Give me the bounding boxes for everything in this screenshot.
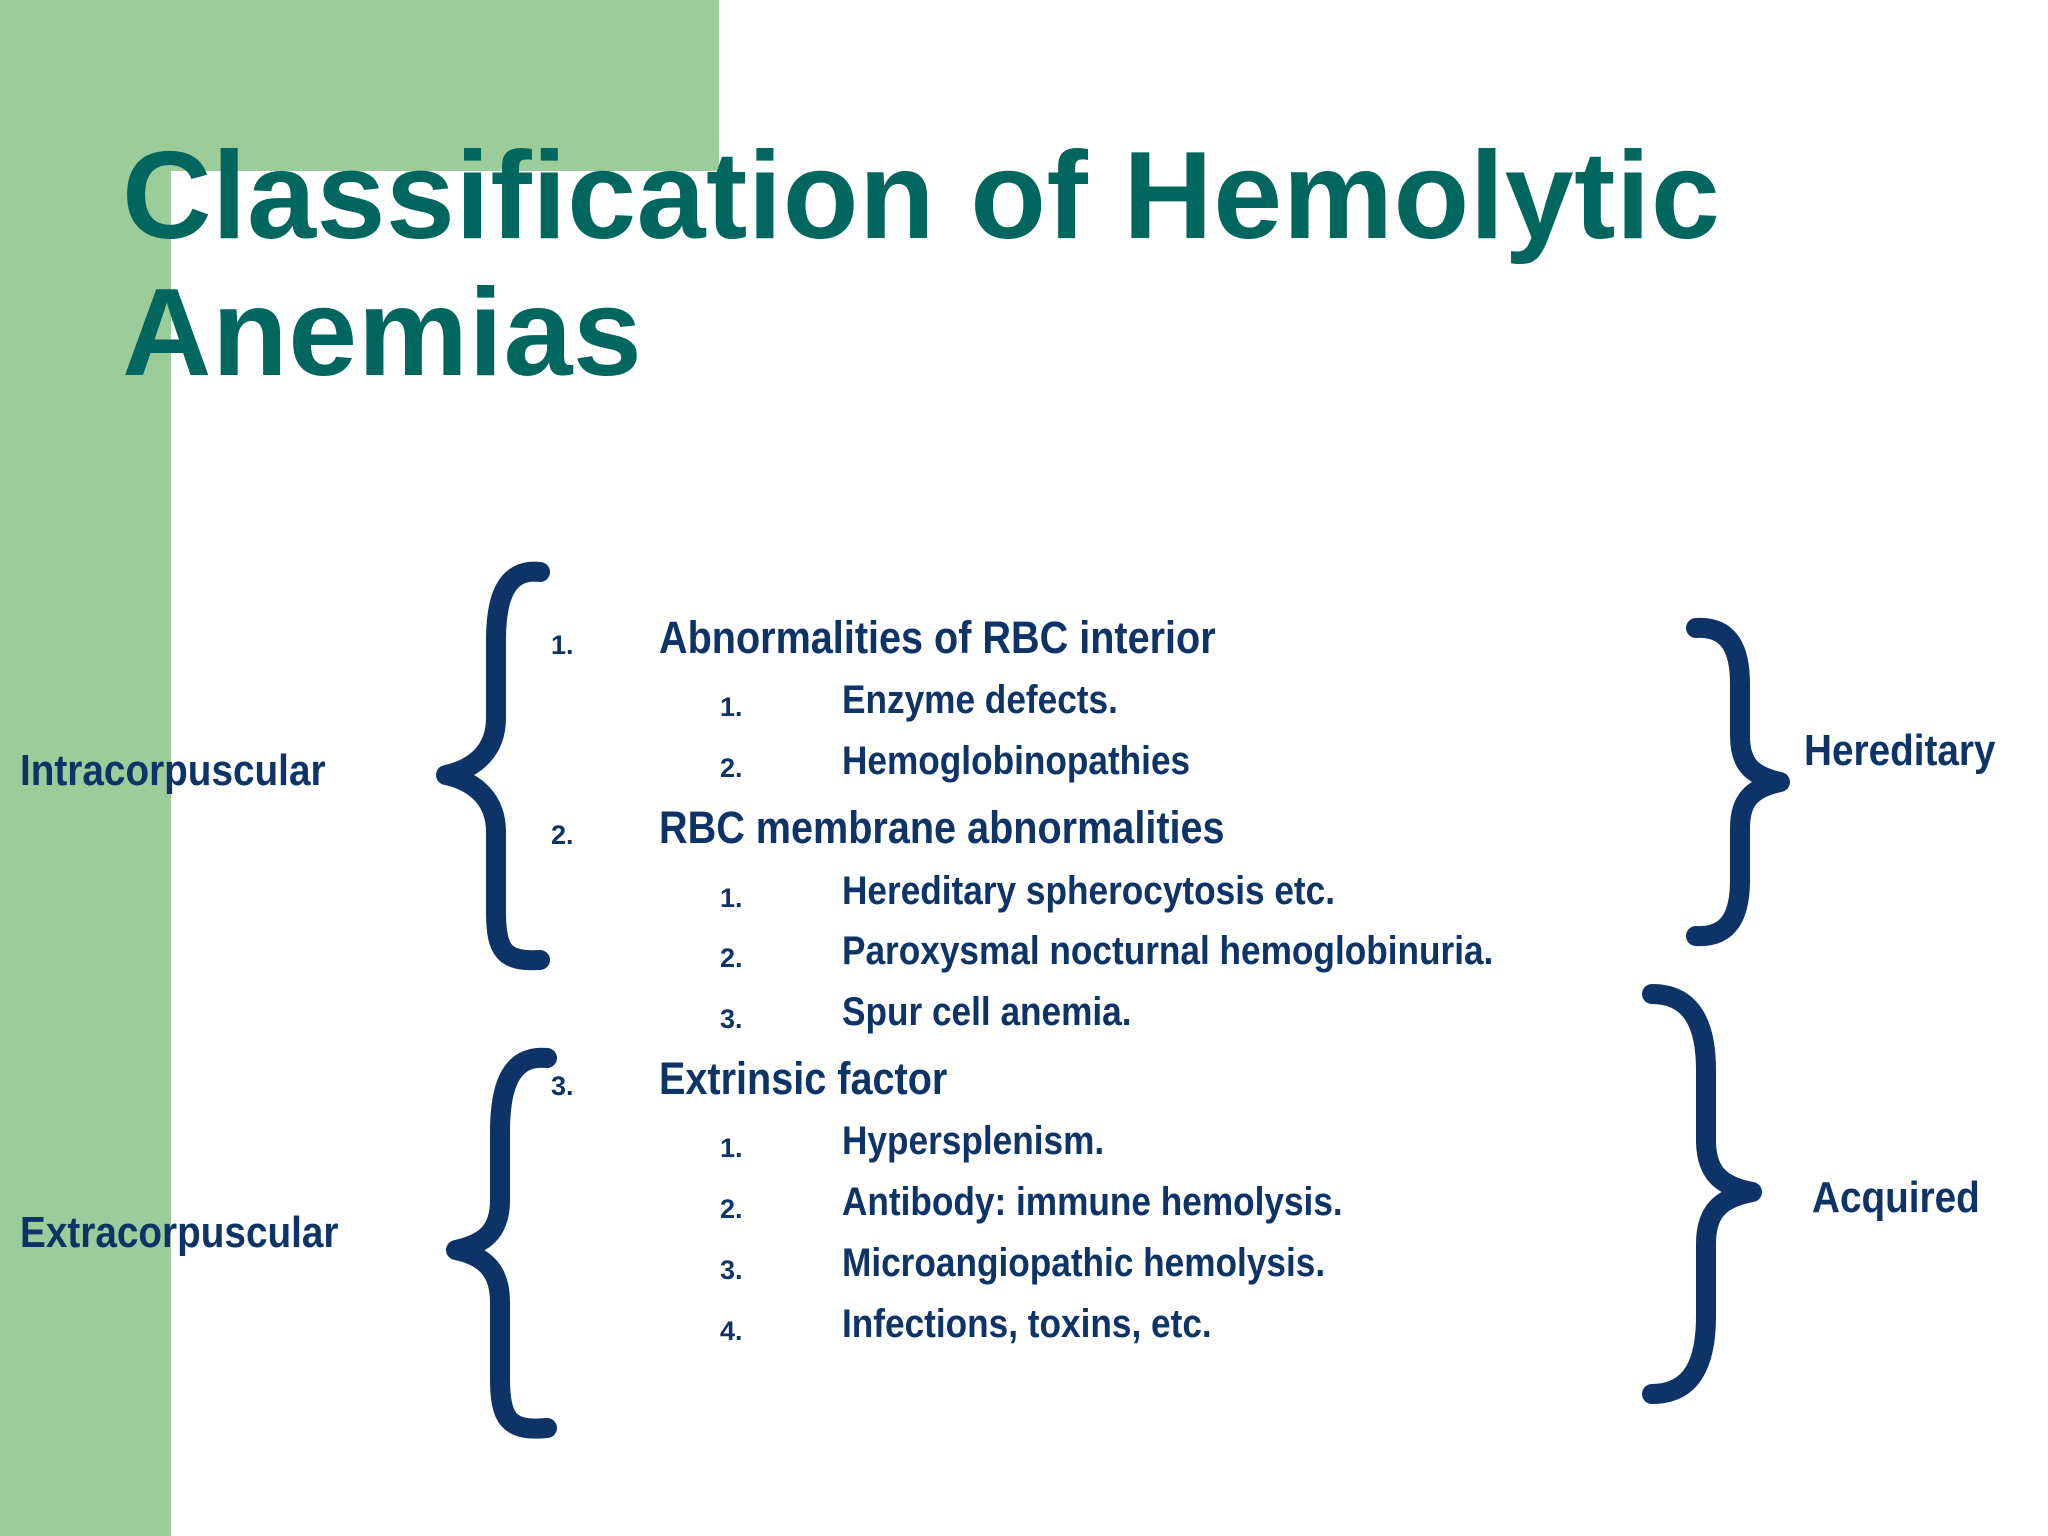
- left-brace-intracorpuscular-icon: [446, 572, 540, 961]
- sublist-number: 3.: [720, 1255, 743, 1285]
- sublist-item: Microangiopathic hemolysis.: [842, 1241, 1326, 1285]
- sublist-item: Paroxysmal nocturnal hemoglobinuria.: [842, 929, 1494, 973]
- list-number: 3.: [551, 1071, 574, 1101]
- sublist-item: Spur cell anemia.: [842, 990, 1132, 1034]
- list-number: 2.: [551, 820, 574, 850]
- label-acquired: Acquired: [1812, 1173, 1980, 1222]
- sublist-number: 4.: [720, 1316, 743, 1346]
- label-intracorpuscular: Intracorpuscular: [20, 746, 326, 795]
- right-brace-hereditary-icon: [1696, 628, 1780, 936]
- sublist-item: Hypersplenism.: [842, 1119, 1105, 1163]
- sublist-number: 2.: [720, 943, 743, 973]
- sublist-number: 3.: [720, 1004, 743, 1034]
- sublist-number: 1.: [720, 692, 743, 722]
- sublist-number: 1.: [720, 883, 743, 913]
- sublist-item: Antibody: immune hemolysis.: [842, 1180, 1343, 1224]
- slide-title: Classification of Hemolytic Anemias: [122, 127, 1721, 402]
- sublist-item: Enzyme defects.: [842, 678, 1118, 722]
- sublist-item: Infections, toxins, etc.: [842, 1302, 1212, 1346]
- left-brace-extracorpuscular-icon: [456, 1058, 547, 1429]
- right-brace-acquired-icon: [1652, 994, 1752, 1394]
- list-number: 1.: [551, 630, 574, 660]
- sublist-item: Hemoglobinopathies: [842, 739, 1191, 783]
- label-hereditary: Hereditary: [1804, 726, 1996, 775]
- sublist-number: 2.: [720, 753, 743, 783]
- list-item-heading: Extrinsic factor: [659, 1053, 948, 1104]
- sublist-item: Hereditary spherocytosis etc.: [842, 869, 1336, 913]
- sublist-number: 2.: [720, 1194, 743, 1224]
- list-item-heading: RBC membrane abnormalities: [659, 802, 1225, 853]
- label-extracorpuscular: Extracorpuscular: [20, 1208, 339, 1257]
- list-item-heading: Abnormalities of RBC interior: [659, 612, 1216, 663]
- sublist-number: 1.: [720, 1133, 743, 1163]
